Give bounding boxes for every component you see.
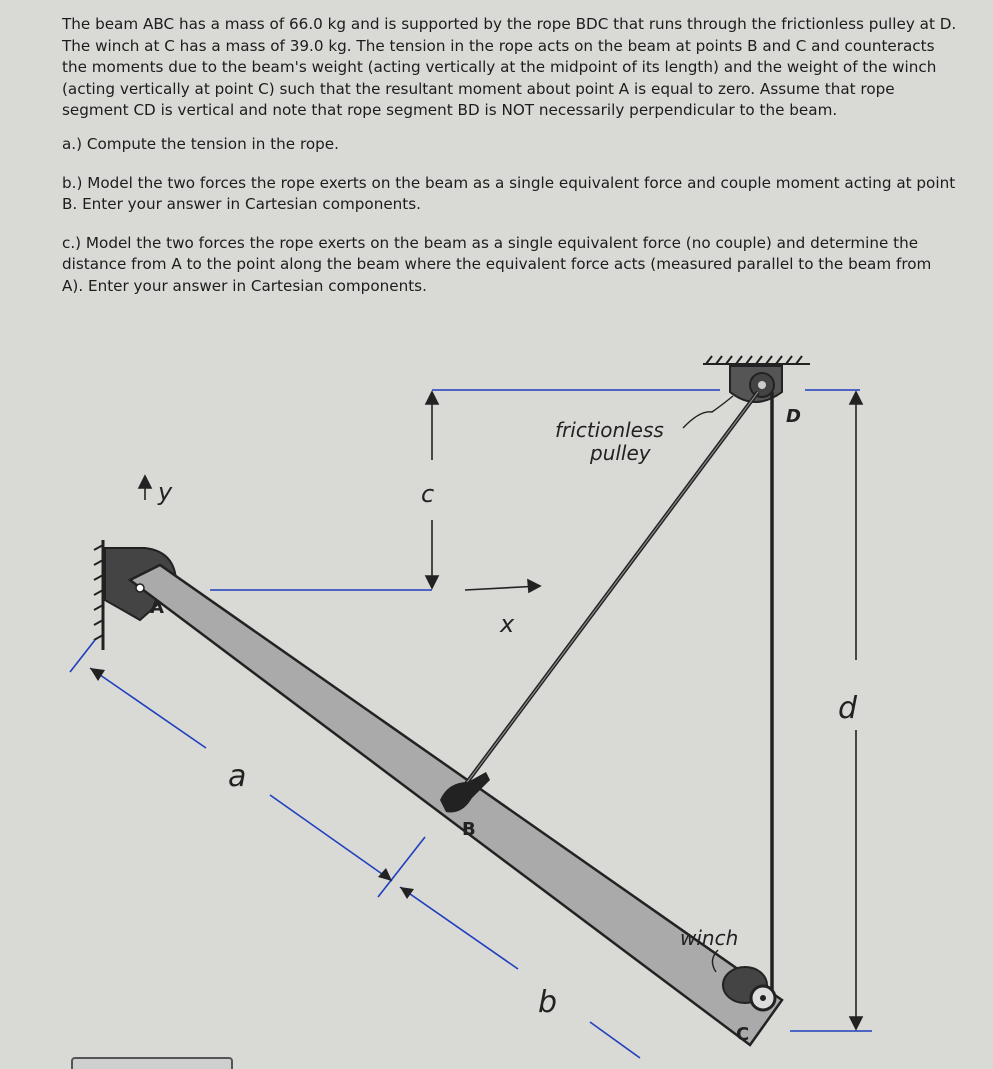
dim-b-label: b xyxy=(538,985,558,1020)
dim-b-arrow-start xyxy=(400,887,414,899)
part-a-question: a.) Compute the tension in the rope. xyxy=(62,134,339,153)
y-axis-arrow xyxy=(139,476,151,500)
pin-a xyxy=(136,584,144,592)
dim-a-arrow-start xyxy=(90,668,105,681)
pulley-callout-line xyxy=(683,396,733,428)
point-b-label: B xyxy=(462,819,476,840)
dim-a-label: a xyxy=(228,759,247,794)
part-b-question: b.) Model the two forces the rope exerts on the beam as a single equivalent force and couple moment acting at point B. Enter your answer in Cartesian components. xyxy=(62,173,956,214)
problem-statement: The beam ABC has a mass of 66.0 kg and is supported by the rope BDC that runs through the frictionless pulley at D. The winch at C has a mass of 39.0 kg. The tension in the rope acts on the beam at points B and C and counteracts the moments due to the beam's weight (acting vertically at the midpoint of its length) and the weight of the winch (acting vertically at point C) such that the resultant moment about point A is equal to zero. Assume that rope segment CD is vertical and note that rope segment BD is NOT necessarily perpendicular to the beam. xyxy=(62,15,957,120)
dimension-a xyxy=(70,640,425,897)
point-d-label: D xyxy=(786,406,801,427)
point-c-label: C xyxy=(736,1024,750,1045)
dimension-d xyxy=(790,390,872,1031)
point-a-label: A xyxy=(150,597,164,618)
dim-a-arrow-end xyxy=(378,868,392,881)
pulley-label-line-1: frictionless xyxy=(555,418,664,442)
x-axis-label: x xyxy=(500,610,515,638)
y-axis-label: y xyxy=(158,478,173,506)
problem-text xyxy=(62,14,957,298)
ceiling-support xyxy=(703,356,810,364)
x-axis-arrow xyxy=(465,580,540,592)
part-c-question: c.) Model the two forces the rope exerts on the beam as a single equivalent force (no couple) and determine the distance from A to the point along the beam where the equivalent force acts (measured parallel to the beam from A). Enter your answer in Cartesian components. xyxy=(62,233,932,295)
beam-diagram xyxy=(0,340,993,1069)
dim-c-label: c xyxy=(421,480,435,508)
bottom-control-edge xyxy=(72,1058,232,1069)
pulley-label-line-2: pulley xyxy=(590,441,651,465)
pulley-axle xyxy=(758,381,766,389)
winch-label: winch xyxy=(680,926,739,950)
dim-d-label: d xyxy=(838,691,858,726)
